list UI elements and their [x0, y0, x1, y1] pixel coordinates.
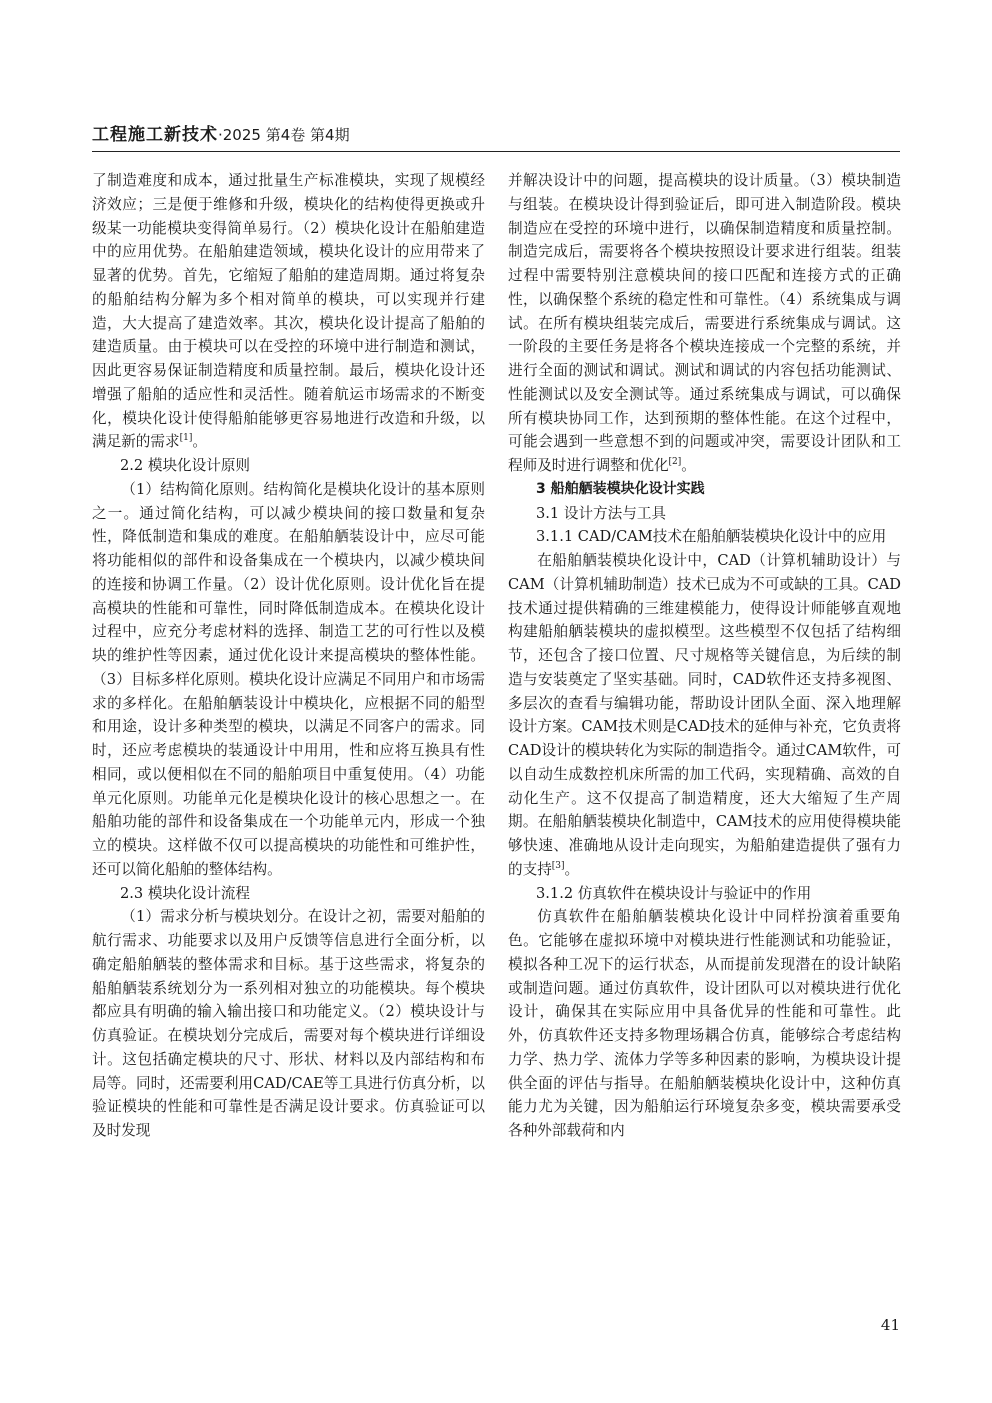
page-number: 41 [880, 1316, 900, 1334]
paragraph: 仿真软件在船舶舾装模块化设计中同样扮演着重要角色。它能够在虚拟环境中对模块进行性能测试和功能验证，模拟各种工况下的运行状态，从而提前发现潜在的设计缺陷或制造问题。通过仿真软件，设计团队可以对模块进行优化设计，确保其在实际应用中具备优异的性能和可靠性。此外，仿真软件还支持多物理场耦合仿真，能够综合考虑结构力学、热力学、流体力学等多种因素的影响，为模块设计提供全面的评估与指导。在船舶舾装模块化设计中，这种仿真能力尤为关键，因为船舶运行环境复杂多变，模块需要承受各种外部载荷和内 [508, 908, 901, 1139]
citation: [3] [551, 860, 565, 871]
section-heading-3-1-2: 3.1.2 仿真软件在模块设计与验证中的作用 [536, 884, 812, 902]
paragraph: 并解决设计中的问题，提高模块的设计质量。（3）模块制造与组装。在模块设计得到验证后，即可进入制造阶段。模块制造应在受控的环境中进行，以确保制造精度和质量控制。制造完成后，需要将各个模块按照设计要求进行组装。组装过程中需要特别注意模块间的接口匹配和连接方式的正确性，以确保整个系统的稳定性和可靠性。（4）系统集成与调试。在所有模块组装完成后，需要进行系统集成与调试。这一阶段的主要任务是将各个模块连接成一个完整的系统，并进行全面的测试和调试。测试和调试的内容包括功能测试、性能测试以及安全测试等。通过系统集成与调试，可以确保所有模块协同工作，达到预期的整体性能。在这个过程中，可能会遇到一些意想不到的问题或冲突，需要设计团队和工程师及时进行调整和优化[2]。 [508, 172, 901, 474]
journal-title [92, 120, 350, 145]
journal-name: 工程施工新技术 [92, 125, 218, 145]
citation: [1] [179, 433, 193, 444]
paragraph: （1）需求分析与模块划分。在设计之初，需要对船舶的航行需求、功能要求以及用户反馈等信息进行全面分析，以确定船舶舾装的整体需求和目标。基于这些需求，将复杂的船舶舾装系统划分为一系列相对独立的功能模块。每个模块都应具有明确的输入输出接口和功能定义。（2）模块设计与仿真验证。在模块划分完成后，需要对每个模块进行详细设计。这包括确定模块的尺寸、形状、材料以及内部结构和布局等。同时，还需要利用CAD/CAE等工具进行仿真分析，以验证模块的性能和可靠性是否满足设计要求。仿真验证可以及时发现 [92, 908, 485, 1139]
section-heading-3: 3 船舶舾装模块化设计实践 [536, 480, 705, 497]
left-column [92, 169, 485, 1143]
section-heading-2-2: 2.2 模块化设计原则 [120, 457, 251, 474]
section-heading-3-1: 3.1 设计方法与工具 [536, 504, 667, 522]
running-header [92, 118, 900, 152]
citation: [2] [668, 457, 682, 468]
paragraph: 在船舶舾装模块化设计中，CAD（计算机辅助设计）与CAM（计算机辅助制造）技术已成为不可或缺的工具。CAD技术通过提供精确的三维建模能力，使得设计师能够直观地构建船舶舾装模块的虚拟模型。这些模型不仅包括了结构细节，还包含了接口位置、尺寸规格等关键信息，为后续的制造与安装奠定了坚实基础。同时，CAD软件还支持多视图、多层次的查看与编辑功能，帮助设计团队全面、深入地理解设计方案。CAM技术则是CAD技术的延伸与补充，它负责将CAD设计的模块转化为实际的制造指令。通过CAM软件，可以自动生成数控机床所需的加工代码，实现精确、高效的自动化生产。这不仅提高了制造精度，还大大缩短了生产周期。在船舶舾装模块化制造中，CAM技术的应用使得模块能够快速、准确地从设计走向现实，为船舶建造提供了强有力的支持[3]。 [508, 552, 901, 878]
header-rule [92, 151, 900, 152]
paragraph: （1）结构简化原则。结构简化是模块化设计的基本原则之一。通过简化结构，可以减少模块间的接口数量和复杂性，降低制造和集成的难度。在船舶舾装设计中，应尽可能将功能相似的部件和设备集成在一个模块内，以减少模块间的连接和协调工作量。（2）设计优化原则。设计优化旨在提高模块的性能和可靠性，同时降低制造成本。在模块化设计过程中，应充分考虑材料的选择、制造工艺的可行性以及模块的维护性等因素，通过优化设计来提高模块的整体性能。（3）目标多样化原则。模块化设计应满足不同用户和市场需求的多样化。在船舶舾装设计中模块化，应根据不同的船型和用途，设计多种类型的模块，以满足不同客户的需求。同时，还应考虑模块的装通设计中用用，性和应将互换具有性相同，或以便相似在不同的船舶项目中重复使用。（4）功能单元化原则。功能单元化是模块化设计的核心思想之一。在船舶功能的部件和设备集成在一个功能单元内，形成一个独立的模块。这样做不仅可以提高模块的功能性和可维护性，还可以简化船舶的整体结构。 [92, 480, 485, 878]
journal-issue: ·2025 第4卷 第4期 [218, 126, 350, 144]
section-heading-3-1-1: 3.1.1 CAD/CAM技术在船舶舾装模块化设计中的应用 [536, 528, 887, 546]
section-heading-2-3: 2.3 模块化设计流程 [120, 884, 251, 902]
paragraph: 了制造难度和成本，通过批量生产标准模块，实现了规模经济效应；三是便于维修和升级，模块化的结构使得更换或升级某一功能模块变得简单易行。（2）模块化设计在船舶建造中的应用优势。在船舶建造领域，模块化设计的应用带来了显著的优势。首先，它缩短了船舶的建造周期。通过将复杂的船舶结构分解为多个相对简单的模块，可以实现并行建造，大大提高了建造效率。其次，模块化设计提高了船舶的建造质量。由于模块可以在受控的环境中进行制造和测试，因此更容易保证制造精度和质量控制。最后，模块化设计还增强了船舶的适应性和灵活性。随着航运市场需求的不断变化，模块化设计使得船舶能够更容易地进行改造和升级，以满足新的需求[1]。 [92, 172, 485, 451]
right-column [508, 169, 901, 1143]
